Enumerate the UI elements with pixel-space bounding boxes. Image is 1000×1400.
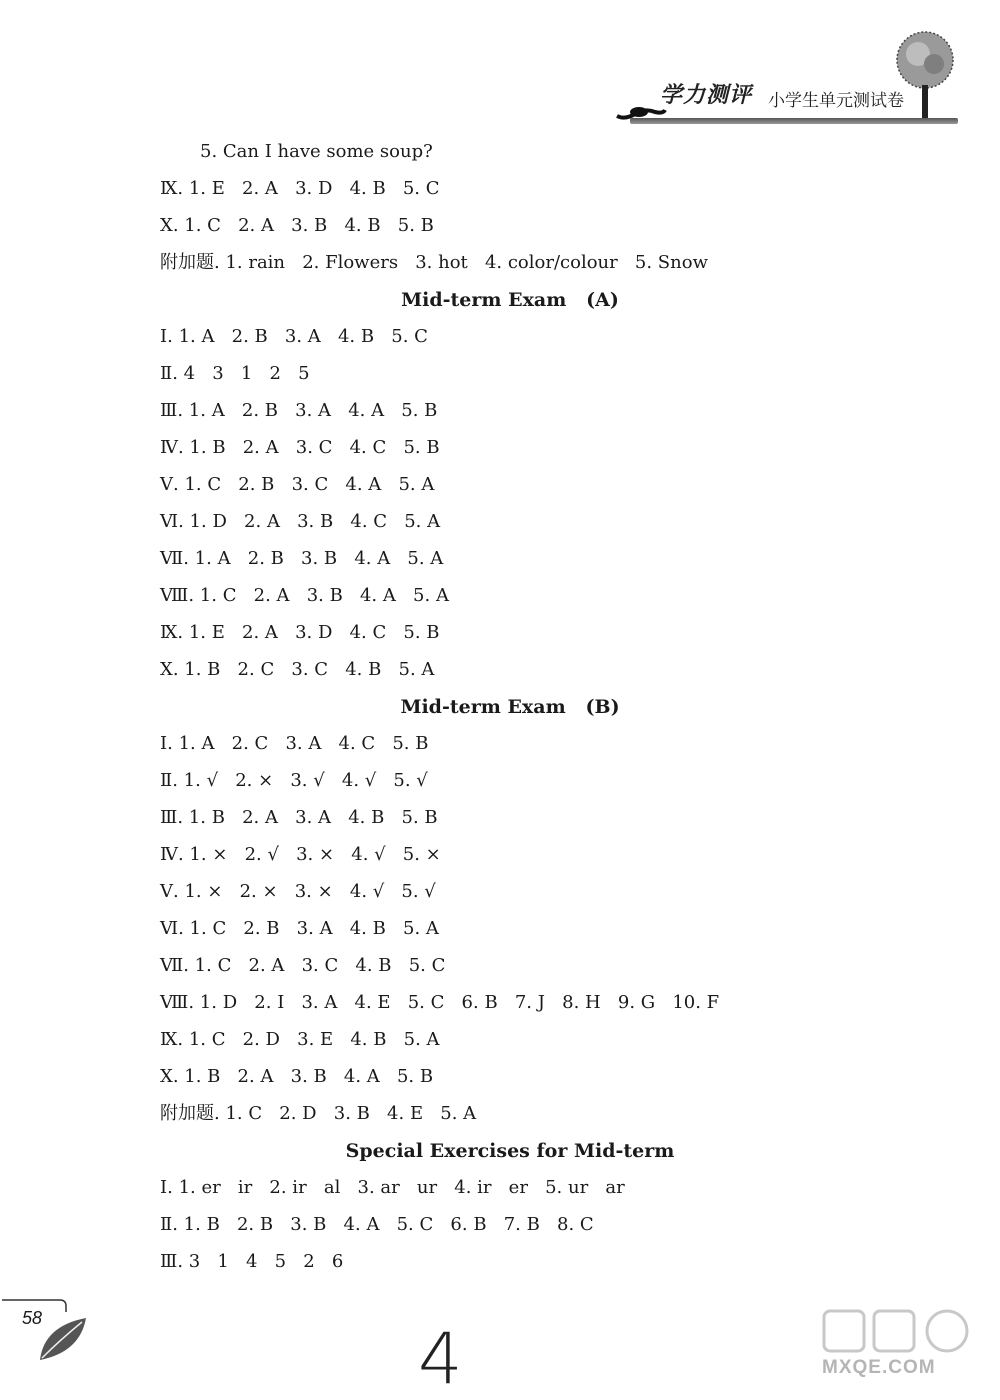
watermark-text: MXQE.COM	[822, 1357, 936, 1378]
answer-line	[160, 767, 860, 804]
question-section-label: Ⅳ	[160, 437, 178, 458]
handwritten-mark: 4	[418, 1318, 463, 1400]
question-section-label: Ⅱ	[160, 770, 173, 791]
question-section-label: Ⅰ	[160, 733, 168, 754]
answer-line	[160, 656, 860, 693]
page-header	[600, 30, 960, 130]
question-section-label: Ⅸ	[160, 622, 178, 643]
answer-text: . 1. B 2. A 3. C 4. C 5. B	[177, 437, 440, 458]
answer-text: . 1. C 2. A 3. B 4. A 5. A	[188, 585, 449, 606]
section-heading: Special Exercises for Mid-term	[345, 1140, 675, 1162]
answer-line	[160, 212, 860, 249]
answer-text: . 1. C 2. A 3. B 4. B 5. B	[172, 215, 434, 236]
answer-line	[160, 360, 860, 397]
answer-key	[160, 138, 860, 1285]
question-section-label: Ⅹ	[160, 659, 173, 680]
answer-line	[160, 619, 860, 656]
question-section-label: Ⅶ	[160, 955, 184, 976]
answer-text: . 1. A 2. C 3. A 4. C 5. B	[167, 733, 429, 754]
answer-text: . 1. C 2. A 3. C 4. B 5. C	[183, 955, 446, 976]
answer-text: . 1. rain 2. Flowers 3. hot 4. color/colour 5. Snow	[214, 252, 708, 273]
question-section-label: Ⅶ	[160, 548, 184, 569]
answer-line	[160, 804, 860, 841]
answer-text: . 1. B 2. A 3. A 4. B 5. B	[177, 807, 438, 828]
question-section-label: Ⅱ	[160, 363, 173, 384]
question-section-label: Ⅹ	[160, 1066, 173, 1087]
answer-line	[160, 249, 860, 286]
answer-text: . 4 3 1 2 5	[172, 363, 310, 384]
answer-text: . 1. × 2. × 3. × 4. √ 5. √	[173, 881, 436, 902]
question-section-label: Ⅸ	[160, 1029, 178, 1050]
page-number: 58	[22, 1308, 43, 1328]
question-section-label: Ⅸ	[160, 178, 178, 199]
answer-text: . 1. D 2. I 3. A 4. E 5. C 6. B 7. J 8. H 9. G 10. F	[188, 992, 720, 1013]
answer-line	[160, 545, 860, 582]
question-section-label: Ⅳ	[160, 844, 178, 865]
answer-line	[160, 397, 860, 434]
answer-text: . 1. C 2. B 3. A 4. B 5. A	[178, 918, 439, 939]
answer-text: . 1. B 2. B 3. B 4. A 5. C 6. B 7. B 8. C	[172, 1214, 594, 1235]
answer-line	[160, 434, 860, 471]
answer-text: . 1. C 2. D 3. E 4. B 5. A	[177, 1029, 440, 1050]
answer-text: . 1. D 2. A 3. B 4. C 5. A	[178, 511, 441, 532]
answer-line	[160, 582, 860, 619]
answer-line	[160, 471, 860, 508]
answer-text: . 1. × 2. √ 3. × 4. √ 5. ×	[177, 844, 441, 865]
answer-text: 5. Can I have some soup?	[200, 141, 433, 162]
section-heading: Mid-term Exam (A)	[401, 289, 619, 311]
answer-text: . 1. C 2. D 3. B 4. E 5. A	[214, 1103, 477, 1124]
answer-line	[160, 175, 860, 212]
watermark-logo-icon	[822, 1307, 992, 1357]
answer-line	[160, 952, 860, 989]
answer-line	[160, 841, 860, 878]
answer-text: . 1. A 2. B 3. A 4. A 5. B	[177, 400, 438, 421]
brand-subtitle: 小学生单元测试卷	[768, 91, 904, 111]
question-section-label: Ⅲ	[160, 807, 178, 828]
question-section-label: Ⅴ	[160, 881, 173, 902]
answer-line	[160, 1174, 860, 1211]
answer-text: . 1. A 2. B 3. B 4. A 5. A	[183, 548, 444, 569]
answer-text: . 1. er ir 2. ir al 3. ar ur 4. ir er 5. ur ar	[167, 1177, 625, 1198]
question-section-label: Ⅵ	[160, 511, 179, 532]
answer-text: . 1. B 2. C 3. C 4. B 5. A	[172, 659, 435, 680]
tree-icon	[890, 30, 960, 126]
answer-line	[160, 1026, 860, 1063]
answer-text: . 1. √ 2. × 3. √ 4. √ 5. √	[172, 770, 428, 791]
question-section-label: Ⅵ	[160, 918, 179, 939]
question-section-label: Ⅲ	[160, 1251, 178, 1272]
answer-text: . 3 1 4 5 2 6	[177, 1251, 344, 1272]
ground-line	[630, 118, 958, 124]
answer-line	[160, 1100, 860, 1137]
answer-text: . 1. E 2. A 3. D 4. C 5. B	[177, 622, 440, 643]
answer-line	[160, 730, 860, 767]
answer-line	[160, 1211, 860, 1248]
leaf-icon	[0, 1290, 90, 1365]
question-section-label: Ⅰ	[160, 1177, 168, 1198]
answer-line	[160, 323, 860, 360]
answer-line	[160, 915, 860, 952]
question-section-label: Ⅱ	[160, 1214, 173, 1235]
question-section-label: Ⅴ	[160, 474, 173, 495]
question-section-label: Ⅷ	[160, 992, 189, 1013]
answer-line	[160, 989, 860, 1026]
answer-line	[160, 508, 860, 545]
question-section-label: Ⅷ	[160, 585, 189, 606]
section-heading: Mid-term Exam (B)	[400, 696, 620, 718]
watermark	[822, 1305, 992, 1390]
answer-text: . 1. B 2. A 3. B 4. A 5. B	[172, 1066, 434, 1087]
question-section-label: Ⅰ	[160, 326, 168, 347]
answer-text: . 1. C 2. B 3. C 4. A 5. A	[173, 474, 435, 495]
question-section-label: Ⅲ	[160, 400, 178, 421]
question-section-label: 附加题	[160, 252, 214, 273]
answer-line	[160, 138, 860, 175]
answer-text: . 1. E 2. A 3. D 4. B 5. C	[177, 178, 440, 199]
question-section-label: Ⅹ	[160, 215, 173, 236]
brand-title: 学力测评	[660, 82, 753, 108]
answer-line	[160, 878, 860, 915]
answer-line	[160, 1063, 860, 1100]
answer-line	[160, 1248, 860, 1285]
answer-text: . 1. A 2. B 3. A 4. B 5. C	[167, 326, 428, 347]
question-section-label: 附加题	[160, 1103, 214, 1124]
